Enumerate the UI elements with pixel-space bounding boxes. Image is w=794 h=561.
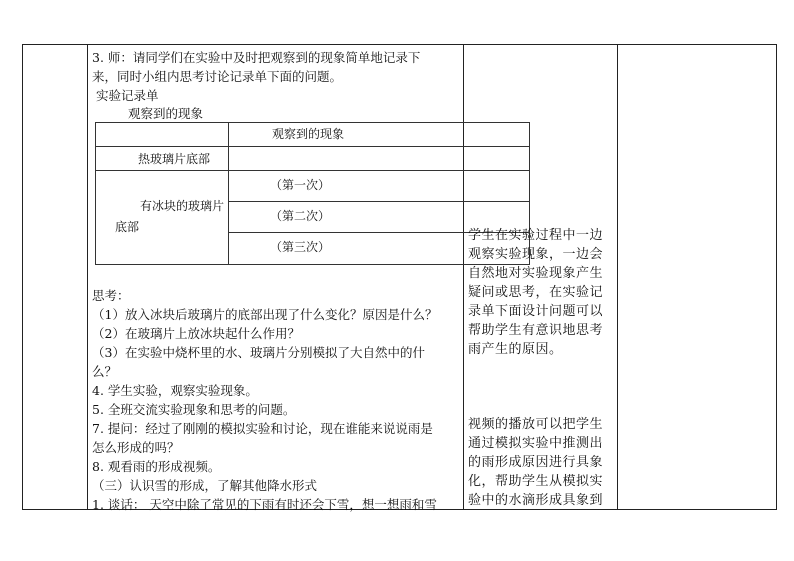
record-table-header: 观察到的现象 (272, 127, 345, 141)
remark-line: 观察实验现象，一边会 (468, 247, 604, 262)
text-line: 怎么形成的吗？ (92, 440, 180, 455)
record-table-line (95, 122, 96, 265)
record-table-line (228, 201, 529, 202)
text-line: 思考： (92, 288, 130, 303)
text-line: 实验记录单 (96, 88, 159, 103)
record-table-line (95, 170, 529, 171)
record-time-label: （第一次） (270, 178, 331, 192)
text-line: （1）放入冰块后玻璃片的底部出现了什么变化？原因是什么？ (92, 307, 438, 322)
col-border-4 (617, 44, 618, 510)
remark-line: 帮助学生有意识地思考 (468, 323, 604, 338)
text-line: （2）在玻璃片上放冰块起什么作用？ (92, 326, 300, 341)
record-time-label: （第二次） (270, 209, 331, 223)
col-border-5 (776, 44, 777, 510)
remark-line: 通过模拟实验中推测出 (468, 436, 604, 451)
remark-line: 的雨形成原因进行具象 (468, 455, 604, 470)
remark-line: 学生在实验过程中一边 (468, 228, 604, 243)
text-line: 8. 观看雨的形成视频。 (92, 459, 221, 474)
col-border-3 (463, 44, 464, 510)
text-line: （三）认识雪的形成，了解其他降水形式 (92, 478, 318, 493)
record-table-line (95, 264, 529, 265)
text-line: 7. 提问：经过了刚刚的模拟实验和讨论，现在谁能来说说雨是 (92, 421, 433, 436)
remark-line: 疑问或思考，在实验记 (468, 285, 604, 300)
record-table-line (228, 122, 229, 265)
record-table-line (95, 146, 529, 147)
remark-line: 录单下面设计问题可以 (468, 304, 604, 319)
record-time-label: （第三次） (270, 240, 331, 254)
remark-line: 雨产生的原因。 (468, 342, 563, 357)
text-line: 3. 师：请同学们在实验中及时把观察到的现象简单地记录下 (92, 50, 421, 65)
text-line: 4. 学生实验，观察实验现象。 (92, 383, 258, 398)
record-table-line (95, 122, 529, 123)
record-row-label: 底部 (115, 220, 140, 234)
text-line: 5. 全班交流实验现象和思考的问题。 (92, 402, 296, 417)
text-line: 观察到的现象 (128, 106, 204, 121)
remark-line: 自然地对实验现象产生 (468, 266, 604, 281)
remark-line: 化，帮助学生从模拟实 (468, 474, 604, 489)
table-top-border (22, 44, 776, 45)
col-border-2 (87, 44, 88, 510)
record-row-label: 热玻璃片底部 (138, 152, 211, 166)
remark-line: 验中的水滴形成具象到 (468, 493, 604, 508)
record-row-label: 有冰块的玻璃片 (140, 199, 225, 213)
text-line: 么？ (92, 364, 118, 379)
text-line: 1. 谈话： 天空中除了常见的下雨有时还会下雪，想一想雨和雪 (92, 497, 437, 512)
text-line: （3）在实验中烧杯里的水、玻璃片分别模拟了大自然中的什 (92, 345, 425, 360)
col-border-1 (22, 44, 23, 510)
text-line: 来，同时小组内思考讨论记录单下面的问题。 (92, 69, 343, 84)
remark-line: 视频的播放可以把学生 (468, 417, 604, 432)
